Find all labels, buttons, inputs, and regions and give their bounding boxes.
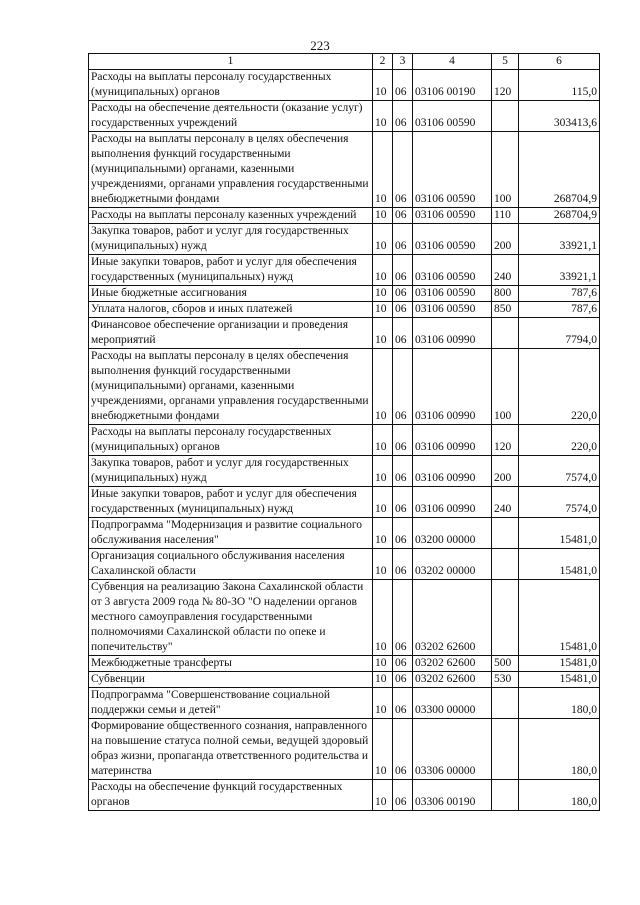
subsection-code: 06 [393,224,413,255]
expense-type-code: 200 [492,456,519,487]
expense-name: Межбюджетные трансферты [89,656,373,672]
amount: 33921,1 [519,224,600,255]
subsection-code: 06 [393,349,413,425]
table-row [89,719,600,780]
expense-name: Субвенция на реализацию Закона Сахалинской области от 3 августа 2009 года № 80-ЗО "О наделении органов местного самоуправления государственными полномочиями Сахалинской области по опеке и попечительству" [89,580,373,656]
target-article-code: 03106 00590 [413,224,492,255]
page-number: 223 [310,38,330,53]
expense-type-code [492,518,519,549]
table-row [89,224,600,255]
subsection-code: 06 [393,487,413,518]
amount: 268704,9 [519,132,600,208]
expense-name: Закупка товаров, работ и услуг для государственных (муниципальных) нужд [89,224,373,255]
amount: 220,0 [519,349,600,425]
section-code: 10 [373,487,393,518]
target-article-code: 03202 62600 [413,672,492,688]
expense-type-code [492,688,519,719]
table-row [89,318,600,349]
col-header-1: 1 [89,54,373,70]
target-article-code: 03202 62600 [413,656,492,672]
target-article-code: 03106 00990 [413,487,492,518]
table-row [89,302,600,318]
table-row [89,208,600,224]
table-row [89,672,600,688]
expense-type-code: 530 [492,672,519,688]
section-code: 10 [373,656,393,672]
section-code: 10 [373,208,393,224]
amount: 33921,1 [519,255,600,286]
subsection-code: 06 [393,518,413,549]
target-article-code: 03306 00000 [413,719,492,780]
expense-type-code: 100 [492,132,519,208]
subsection-code: 06 [393,208,413,224]
subsection-code: 06 [393,101,413,132]
table-row [89,132,600,208]
amount: 7574,0 [519,487,600,518]
section-code: 10 [373,349,393,425]
col-header-4: 4 [413,54,492,70]
section-code: 10 [373,425,393,456]
section-code: 10 [373,224,393,255]
section-code: 10 [373,456,393,487]
expense-type-code: 120 [492,70,519,101]
section-code: 10 [373,580,393,656]
section-code: 10 [373,549,393,580]
amount: 15481,0 [519,672,600,688]
table-row [89,456,600,487]
expense-name: Субвенции [89,672,373,688]
subsection-code: 06 [393,780,413,811]
expense-type-code [492,549,519,580]
expense-type-code: 240 [492,255,519,286]
expense-name: Уплата налогов, сборов и иных платежей [89,302,373,318]
section-code: 10 [373,255,393,286]
expense-name: Расходы на выплаты персоналу казенных учреждений [89,208,373,224]
table-row [89,780,600,811]
expense-type-code [492,719,519,780]
expense-name: Расходы на выплаты персоналу в целях обеспечения выполнения функций государственными (муниципальными) органами, казенными учреждениями, органами управления государственными внебюджетными фондами [89,349,373,425]
subsection-code: 06 [393,456,413,487]
expense-name: Иные закупки товаров, работ и услуг для обеспечения государственных (муниципальных) нужд [89,487,373,518]
target-article-code: 03202 62600 [413,580,492,656]
target-article-code: 03106 00590 [413,255,492,286]
section-code: 10 [373,318,393,349]
subsection-code: 06 [393,70,413,101]
header-row [89,54,600,70]
expense-name: Закупка товаров, работ и услуг для государственных (муниципальных) нужд [89,456,373,487]
table-row [89,656,600,672]
expense-type-code: 500 [492,656,519,672]
subsection-code: 06 [393,286,413,302]
amount: 15481,0 [519,656,600,672]
expense-type-code [492,780,519,811]
target-article-code: 03106 00590 [413,302,492,318]
section-code: 10 [373,286,393,302]
subsection-code: 06 [393,688,413,719]
expense-name: Иные закупки товаров, работ и услуг для обеспечения государственных (муниципальных) нужд [89,255,373,286]
expense-type-code: 100 [492,349,519,425]
section-code: 10 [373,719,393,780]
expense-name: Расходы на обеспечение деятельности (оказание услуг) государственных учреждений [89,101,373,132]
expense-type-code: 200 [492,224,519,255]
target-article-code: 03200 00000 [413,518,492,549]
subsection-code: 06 [393,672,413,688]
table-row [89,549,600,580]
target-article-code: 03106 00990 [413,349,492,425]
expense-name: Расходы на выплаты персоналу государственных (муниципальных) органов [89,70,373,101]
subsection-code: 06 [393,318,413,349]
amount: 268704,9 [519,208,600,224]
subsection-code: 06 [393,580,413,656]
target-article-code: 03106 00190 [413,70,492,101]
target-article-code: 03106 00990 [413,456,492,487]
subsection-code: 06 [393,719,413,780]
target-article-code: 03202 00000 [413,549,492,580]
col-header-6: 6 [519,54,600,70]
expense-type-code [492,101,519,132]
expense-name: Расходы на выплаты персоналу государственных (муниципальных) органов [89,425,373,456]
expense-type-code [492,318,519,349]
subsection-code: 06 [393,425,413,456]
amount: 220,0 [519,425,600,456]
table-row [89,101,600,132]
table-row [89,688,600,719]
col-header-3: 3 [393,54,413,70]
table-row [89,425,600,456]
expense-type-code: 110 [492,208,519,224]
expense-name: Подпрограмма "Модернизация и развитие социального обслуживания населения" [89,518,373,549]
expense-name: Формирование общественного сознания, направленного на повышение статуса полной семьи, ведущей здоровый образ жизни, пропаганда ответственного родительства и материнства [89,719,373,780]
amount: 15481,0 [519,549,600,580]
expense-type-code [492,580,519,656]
expense-name: Расходы на обеспечение функций государственных органов [89,780,373,811]
expense-name: Финансовое обеспечение организации и проведения мероприятий [89,318,373,349]
subsection-code: 06 [393,656,413,672]
target-article-code: 03106 00590 [413,286,492,302]
budget-table [88,53,600,811]
subsection-code: 06 [393,255,413,286]
target-article-code: 03106 00590 [413,208,492,224]
amount: 787,6 [519,286,600,302]
section-code: 10 [373,70,393,101]
expense-name: Организация социального обслуживания населения Сахалинской области [89,549,373,580]
amount: 180,0 [519,688,600,719]
table-row [89,487,600,518]
subsection-code: 06 [393,549,413,580]
amount: 15481,0 [519,518,600,549]
amount: 15481,0 [519,580,600,656]
subsection-code: 06 [393,132,413,208]
section-code: 10 [373,688,393,719]
section-code: 10 [373,672,393,688]
target-article-code: 03106 00590 [413,132,492,208]
amount: 7574,0 [519,456,600,487]
table-row [89,349,600,425]
target-article-code: 03106 00990 [413,425,492,456]
table-row [89,518,600,549]
expense-type-code: 850 [492,302,519,318]
amount: 7794,0 [519,318,600,349]
target-article-code: 03106 00590 [413,101,492,132]
table-row [89,255,600,286]
table-row [89,70,600,101]
expense-name: Подпрограмма "Совершенствование социальной поддержки семьи и детей" [89,688,373,719]
table-row [89,286,600,302]
section-code: 10 [373,101,393,132]
subsection-code: 06 [393,302,413,318]
section-code: 10 [373,780,393,811]
expense-type-code: 800 [492,286,519,302]
target-article-code: 03300 00000 [413,688,492,719]
target-article-code: 03306 00190 [413,780,492,811]
amount: 115,0 [519,70,600,101]
section-code: 10 [373,518,393,549]
amount: 303413,6 [519,101,600,132]
col-header-2: 2 [373,54,393,70]
expense-name: Расходы на выплаты персоналу в целях обеспечения выполнения функций государственными (муниципальными) органами, казенными учреждениями, органами управления государственными внебюджетными фондами [89,132,373,208]
amount: 180,0 [519,719,600,780]
expense-type-code: 120 [492,425,519,456]
section-code: 10 [373,132,393,208]
target-article-code: 03106 00990 [413,318,492,349]
amount: 787,6 [519,302,600,318]
expense-name: Иные бюджетные ассигнования [89,286,373,302]
expense-type-code: 240 [492,487,519,518]
table-row [89,580,600,656]
amount: 180,0 [519,780,600,811]
col-header-5: 5 [492,54,519,70]
section-code: 10 [373,302,393,318]
